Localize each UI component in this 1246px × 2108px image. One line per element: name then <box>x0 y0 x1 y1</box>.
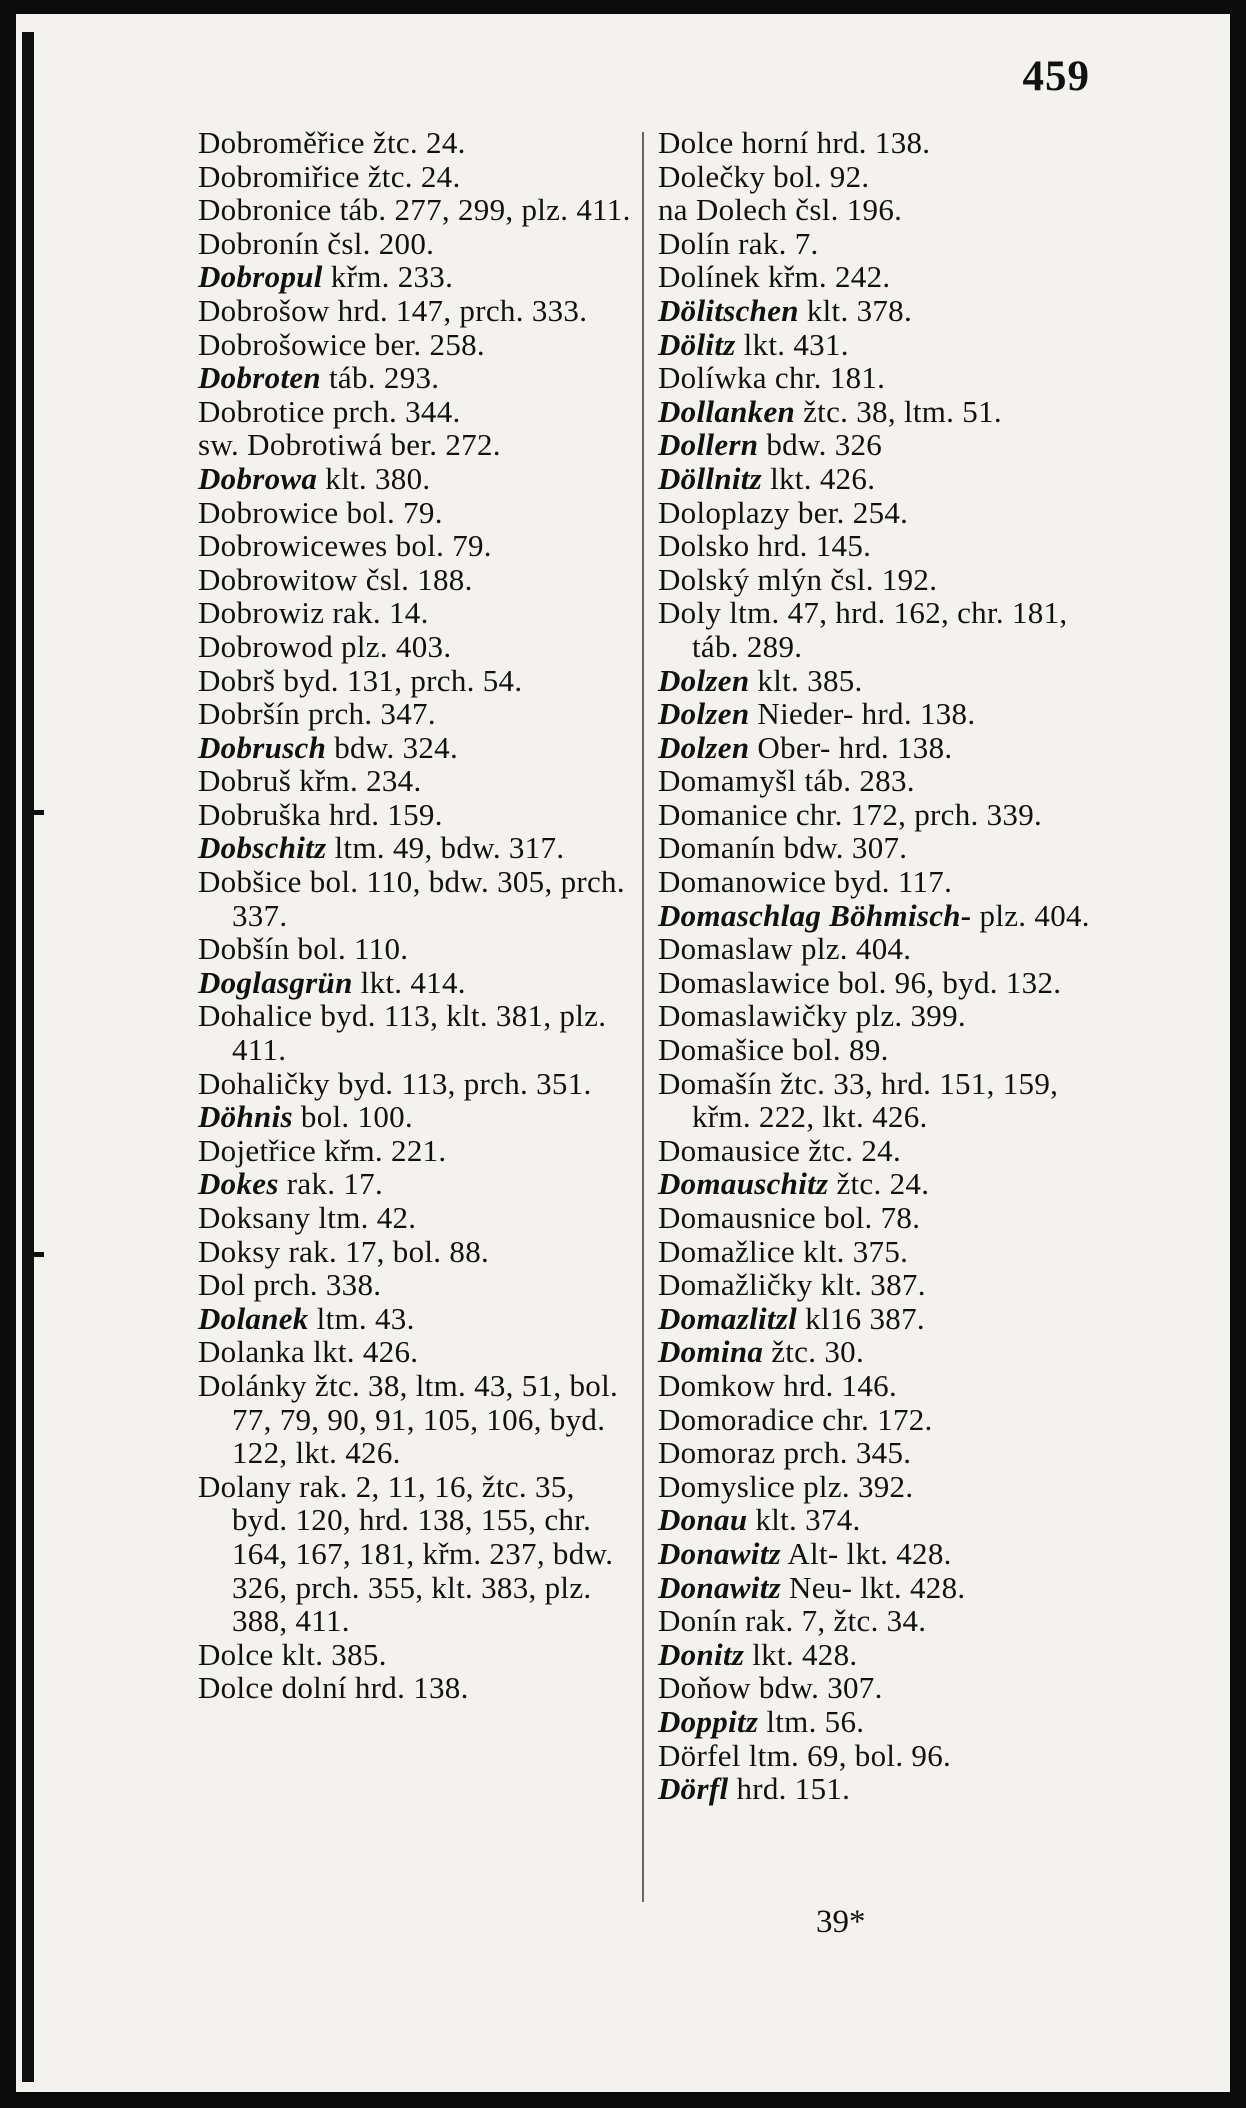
entry-references: byd. 131, prch. 54. <box>275 662 523 698</box>
entry-place-name: Dolín <box>658 225 731 261</box>
entry-references: Alt- lkt. 428. <box>781 1535 952 1571</box>
entry-references: bol. 110, bdw. 305, prch. 337. <box>232 864 633 933</box>
index-entry <box>658 160 1098 194</box>
signature-mark: 39* <box>816 1904 866 1940</box>
index-entry <box>658 193 1098 227</box>
index-entry <box>658 563 1098 597</box>
entry-place-name: Dobrowice <box>198 494 339 530</box>
entry-references: Neu- lkt. 428. <box>781 1569 966 1605</box>
index-entry <box>658 1033 1098 1067</box>
entry-references: klt. 374. <box>747 1502 861 1538</box>
index-entry <box>198 529 638 563</box>
entry-place-name: Döhnis <box>198 1099 293 1135</box>
entry-references: čsl. 200. <box>319 225 435 261</box>
entry-place-name: Dohalice <box>198 998 313 1034</box>
index-entry <box>658 496 1098 530</box>
entry-references: rak. 7, žtc. 34. <box>737 1603 927 1639</box>
entry-references: bol. 78. <box>815 1200 921 1235</box>
entry-references: táb. 277, 299, plz. 411. <box>331 192 631 228</box>
entry-references: ltm. 69, bol. 96. <box>740 1737 952 1773</box>
entry-references: žtc. 24. <box>828 1166 930 1202</box>
index-entry <box>658 865 1098 899</box>
entry-references: rak. 2, 11, 16, žtc. 35, byd. 120, hrd. 138, 155, chr. 164, 167, 181, křm. 237, bdw. 326, prch. 355, klt. 383, plz. 388, 411. <box>232 1468 622 1639</box>
entry-references: chr. 172. <box>814 1401 933 1437</box>
entry-references: křm. 234. <box>291 763 422 799</box>
entry-place-name: Dobrowa <box>198 460 318 496</box>
index-entry <box>198 1671 638 1705</box>
entry-references: hrd. 151. <box>728 1771 851 1807</box>
index-entry <box>658 227 1098 261</box>
entry-place-name: Donitz <box>658 1636 745 1672</box>
index-entry <box>198 1067 638 1101</box>
index-entry <box>658 126 1098 160</box>
index-entry <box>658 798 1098 832</box>
entry-references: lkt. 426. <box>762 460 876 496</box>
entry-references: křm. 221. <box>316 1132 447 1168</box>
column-divider <box>642 132 644 1902</box>
index-entry <box>198 1201 638 1235</box>
entry-place-name: Dolzen <box>658 729 750 765</box>
index-entry <box>658 1369 1098 1403</box>
index-entry <box>198 361 638 395</box>
entry-place-name: Dobroten <box>198 360 321 396</box>
entry-references: klt. 387. <box>812 1267 926 1303</box>
entry-references: rak. 17, bol. 88. <box>280 1233 490 1269</box>
entry-references: bol. 79. <box>387 528 492 564</box>
entry-references: ltm. 43. <box>308 1300 415 1336</box>
index-entry <box>658 1772 1098 1806</box>
index-entry <box>658 462 1098 496</box>
entry-references: čsl. 192. <box>822 561 938 597</box>
index-entry <box>658 764 1098 798</box>
entry-references: lkt. 426. <box>305 1334 419 1370</box>
entry-references: hrd. 147, prch. 333. <box>329 292 588 328</box>
index-entry <box>658 1503 1098 1537</box>
entry-place-name: Dobronín <box>198 225 320 261</box>
entry-place-name: Domauschitz <box>658 1166 829 1202</box>
binding-mark <box>22 1252 44 1257</box>
entry-references: klt. 380. <box>317 460 431 496</box>
entry-references: žtc. 30. <box>763 1334 864 1370</box>
entry-place-name: Dobrowod <box>198 628 333 664</box>
entry-references: táb. 283. <box>796 763 915 799</box>
entry-place-name: Dölitschen <box>658 292 799 328</box>
entry-references: byd. 113, prch. 351. <box>329 1065 592 1101</box>
index-entry <box>198 731 638 765</box>
entry-place-name: Domašín <box>658 1065 773 1101</box>
index-entry <box>198 1100 638 1134</box>
entry-place-name: Dolce <box>198 1636 274 1672</box>
entry-place-name: Donawitz <box>658 1569 781 1605</box>
index-entry <box>658 1436 1098 1470</box>
entry-place-name: Doňow <box>658 1670 751 1706</box>
entry-references: hrd. 138. <box>808 125 931 160</box>
index-entry <box>198 999 638 1066</box>
index-entry <box>658 1167 1098 1201</box>
entry-place-name: Doksy <box>198 1233 281 1269</box>
entry-references: rak. 7. <box>730 225 819 261</box>
index-entry <box>198 831 638 865</box>
entry-references: chr. 181. <box>766 360 886 396</box>
left-column <box>198 126 638 1705</box>
index-entry <box>658 731 1098 765</box>
entry-place-name: Dölitz <box>658 326 736 362</box>
entry-place-name: Domašice <box>658 1032 785 1068</box>
index-entry <box>198 260 638 294</box>
entry-references: bol. 89. <box>784 1032 889 1068</box>
entry-references: chr. 172, prch. 339. <box>787 796 1043 832</box>
entry-place-name: Domaslawičky <box>658 998 848 1034</box>
index-entry <box>658 831 1098 865</box>
entry-references: bdw. 307. <box>775 830 908 866</box>
index-entry <box>658 1335 1098 1369</box>
entry-place-name: Dörfel <box>658 1737 741 1773</box>
entry-references: žtc. 24. <box>800 1132 901 1168</box>
index-entry <box>658 1537 1098 1571</box>
entry-references: prch. 344. <box>324 393 461 429</box>
index-entry <box>658 1201 1098 1235</box>
entry-place-name: Dobrošow <box>198 292 330 328</box>
entry-place-name: Donau <box>658 1502 748 1538</box>
entry-place-name: Doksany <box>198 1200 311 1235</box>
entry-place-name: Dolce horní <box>658 125 809 160</box>
index-entry <box>198 563 638 597</box>
entry-place-name: Domkow <box>658 1367 776 1403</box>
entry-place-name: Dobrowitow <box>198 561 358 597</box>
entry-place-name: Dolzen <box>658 662 750 698</box>
entry-references: ltm. 56. <box>758 1703 865 1739</box>
entry-references: žtc. 24. <box>359 158 461 194</box>
entry-references: bol. 110. <box>289 931 409 967</box>
entry-references: Ober- hrd. 138. <box>749 729 953 765</box>
entry-references: křm. 233. <box>322 259 454 295</box>
index-entry <box>658 899 1098 933</box>
index-entry <box>198 1638 638 1672</box>
entry-place-name: Domausice <box>658 1132 801 1168</box>
index-entry <box>658 1235 1098 1269</box>
entry-references: plz. 404. <box>971 897 1090 933</box>
index-entry <box>198 664 638 698</box>
entry-references: klt. 385. <box>749 662 863 698</box>
entry-place-name: Domaslaw <box>658 931 793 967</box>
entry-place-name: Dobruška <box>198 796 321 832</box>
entry-place-name: Donín <box>658 1603 737 1639</box>
entry-references: hrd. 145. <box>749 528 872 564</box>
index-entry <box>658 294 1098 328</box>
index-entry <box>198 932 638 966</box>
page-edge-shadow <box>22 32 34 2082</box>
entry-references: ber. 254. <box>789 494 909 530</box>
index-entry <box>658 1604 1098 1638</box>
entry-place-name: Domanowice <box>658 864 827 900</box>
entry-place-name: Doglasgrün <box>198 964 353 1000</box>
index-entry <box>658 328 1098 362</box>
entry-place-name: Domoradice <box>658 1401 815 1437</box>
entry-place-name: Dolce dolní <box>198 1670 347 1706</box>
index-entry <box>198 630 638 664</box>
index-entry <box>198 1335 638 1369</box>
entry-place-name: Domanín <box>658 830 776 866</box>
entry-references: bdw. 326 <box>758 427 883 463</box>
entry-place-name: Dolzen <box>658 696 750 732</box>
entry-place-name: Dol <box>198 1267 246 1303</box>
index-entry <box>658 1638 1098 1672</box>
entry-references: rak. 17. <box>278 1166 384 1202</box>
entry-place-name: Dobronice <box>198 192 332 228</box>
entry-place-name: Dokes <box>198 1166 279 1202</box>
entry-place-name: Domyslice <box>658 1468 796 1504</box>
entry-place-name: Dobrošowice <box>198 326 367 362</box>
index-entry <box>198 1302 638 1336</box>
index-entry <box>658 428 1098 462</box>
entry-references: kl16 387. <box>797 1300 925 1336</box>
index-entry <box>198 126 638 160</box>
index-entry <box>658 1571 1098 1605</box>
entry-place-name: Dojetřice <box>198 1132 317 1168</box>
entry-place-name: Domaschlag Böhmisch- <box>658 897 972 933</box>
index-entry <box>658 596 1098 663</box>
entry-references: ltm. 42. <box>310 1200 417 1235</box>
entry-place-name: Dobromiřice <box>198 158 360 194</box>
entry-references: žtc. 38, ltm. 43, 51, bol. 77, 79, 90, 91, 105, 106, byd. 122, lkt. 426. <box>232 1367 627 1471</box>
index-entry <box>198 1470 638 1638</box>
index-entry <box>658 1739 1098 1773</box>
entry-references: klt. 385. <box>273 1636 387 1672</box>
book-page <box>16 14 1230 2092</box>
index-entry <box>198 697 638 731</box>
entry-place-name: Dolany <box>198 1468 292 1504</box>
entry-references: plz. 403. <box>333 628 452 664</box>
entry-references: táb. 293. <box>320 360 440 396</box>
entry-place-name: Dolský mlýn <box>658 561 823 597</box>
index-entry <box>658 999 1098 1033</box>
index-entry <box>198 227 638 261</box>
entry-place-name: Dobršín <box>198 696 300 732</box>
entry-references: čsl. 196. <box>787 192 903 228</box>
index-entry <box>658 529 1098 563</box>
index-entry <box>658 1705 1098 1739</box>
index-entry <box>198 1268 638 1302</box>
index-entry <box>198 798 638 832</box>
entry-references: bdw. 324. <box>326 729 459 765</box>
index-entry <box>198 596 638 630</box>
index-entry <box>658 664 1098 698</box>
entry-references: hrd. 138. <box>346 1670 469 1706</box>
entry-references: bol. 100. <box>292 1099 413 1135</box>
index-entry <box>658 1268 1098 1302</box>
entry-references: hrd. 159. <box>320 796 443 832</box>
index-entry <box>198 1235 638 1269</box>
entry-place-name: Döllnitz <box>658 460 763 496</box>
index-entry <box>658 1134 1098 1168</box>
entry-references: ber. 272. <box>382 427 501 463</box>
entry-place-name: Dohaličky <box>198 1065 330 1101</box>
entry-references: křm. 242. <box>759 259 891 295</box>
entry-place-name: Dolanek <box>198 1300 309 1336</box>
index-entry <box>198 395 638 429</box>
entry-place-name: Dobrusch <box>198 729 327 765</box>
index-entry <box>198 428 638 462</box>
entry-references: prch. 347. <box>300 696 436 732</box>
index-entry <box>658 1403 1098 1437</box>
entry-place-name: Dobrowicewes <box>198 528 388 564</box>
entry-references: ltm. 49, bdw. 317. <box>326 830 565 866</box>
index-entry <box>658 966 1098 1000</box>
index-entry <box>198 160 638 194</box>
entry-place-name: Dobruš <box>198 763 292 799</box>
index-entry <box>658 697 1098 731</box>
entry-place-name: Dobschitz <box>198 830 327 866</box>
index-entry <box>198 764 638 798</box>
entry-place-name: Domanice <box>658 796 788 832</box>
entry-references: lkt. 431. <box>735 326 849 362</box>
entry-references: plz. 399. <box>847 998 966 1034</box>
entry-place-name: Dobrš <box>198 662 276 698</box>
entry-references: hrd. 146. <box>775 1367 898 1403</box>
entry-place-name: na Dolech <box>658 192 788 228</box>
entry-references: byd. 113, klt. 381, plz. 411. <box>232 998 615 1068</box>
entry-references: žtc. 33, hrd. 151, 159, křm. 222, lkt. 426. <box>692 1065 1067 1135</box>
entry-place-name: Dobšín <box>198 931 290 967</box>
index-entry <box>658 1470 1098 1504</box>
entry-place-name: Donawitz <box>658 1535 781 1571</box>
entry-references: žtc. 38, ltm. 51. <box>795 393 1002 429</box>
entry-place-name: Domazlitzl <box>658 1300 798 1336</box>
entry-place-name: Doly <box>658 595 722 631</box>
entry-place-name: Domažličky <box>658 1267 813 1303</box>
entry-place-name: Dolanka <box>198 1334 306 1370</box>
entry-references: ber. 258. <box>366 326 485 362</box>
entry-place-name: Dobrowiz <box>198 595 325 631</box>
index-entry <box>658 1302 1098 1336</box>
index-entry <box>198 966 638 1000</box>
entry-references: rak. 14. <box>324 595 429 631</box>
entry-references: bol. 92. <box>765 158 870 194</box>
entry-place-name: Dolíwka <box>658 360 767 396</box>
index-entry <box>198 1167 638 1201</box>
index-entry <box>658 260 1098 294</box>
entry-place-name: Dolánky <box>198 1367 307 1403</box>
entry-references: klt. 375. <box>794 1233 909 1269</box>
entry-references: ltm. 47, hrd. 162, chr. 181, táb. 289. <box>692 595 1076 664</box>
index-entry <box>198 328 638 362</box>
entry-place-name: Domaslawice <box>658 964 831 1000</box>
entry-place-name: Domamyšl <box>658 763 797 799</box>
entry-references: plz. 404. <box>792 931 912 967</box>
entry-references: prch. 345. <box>775 1435 912 1471</box>
entry-references: klt. 378. <box>798 292 913 328</box>
index-entry <box>658 1067 1098 1134</box>
entry-place-name: Domažlice <box>658 1233 795 1269</box>
index-entry <box>198 294 638 328</box>
entry-references: bol. 79. <box>338 494 443 530</box>
entry-place-name: Dollanken <box>658 393 796 429</box>
entry-place-name: Dollern <box>658 427 759 463</box>
entry-place-name: Dolsko <box>658 528 750 564</box>
index-entry <box>198 1369 638 1470</box>
index-entry <box>658 395 1098 429</box>
index-entry <box>658 1671 1098 1705</box>
binding-mark <box>22 810 44 815</box>
entry-place-name: Domoraz <box>658 1435 776 1471</box>
entry-place-name: Domina <box>658 1334 764 1370</box>
index-entry <box>658 932 1098 966</box>
entry-place-name: Doloplazy <box>658 494 790 530</box>
entry-place-name: Domausnice <box>658 1200 816 1235</box>
index-entry <box>198 193 638 227</box>
entry-references: lkt. 428. <box>744 1636 858 1672</box>
entry-references: byd. 117. <box>826 864 953 900</box>
index-entry <box>658 361 1098 395</box>
entry-references: bdw. 307. <box>750 1670 883 1706</box>
entry-references: žtc. 24. <box>364 125 466 160</box>
index-entry <box>198 462 638 496</box>
entry-place-name: Dobrotice <box>198 393 325 429</box>
index-entry <box>198 865 638 932</box>
entry-place-name: Dobšice <box>198 864 302 900</box>
entry-place-name: Dolínek <box>658 259 760 295</box>
index-entry <box>198 1134 638 1168</box>
entry-place-name: Dolečky <box>658 158 766 194</box>
page-number: 459 <box>1022 53 1090 100</box>
entry-references: prch. 338. <box>245 1267 382 1303</box>
entry-references: Nieder- hrd. 138. <box>749 696 976 732</box>
entry-place-name: Dörfl <box>658 1771 729 1807</box>
entry-references: plz. 392. <box>795 1468 914 1504</box>
entry-place-name: Doppitz <box>658 1703 759 1739</box>
entry-place-name: Dobroměřice <box>198 125 365 160</box>
entry-references: lkt. 414. <box>352 964 466 1000</box>
entry-references: bol. 96, byd. 132. <box>830 964 1062 1000</box>
right-column <box>658 126 1098 1806</box>
entry-place-name: sw. Dobrotiwá <box>198 427 383 463</box>
entry-references: čsl. 188. <box>357 561 473 597</box>
index-entry <box>198 496 638 530</box>
entry-place-name: Dobropul <box>198 259 323 295</box>
